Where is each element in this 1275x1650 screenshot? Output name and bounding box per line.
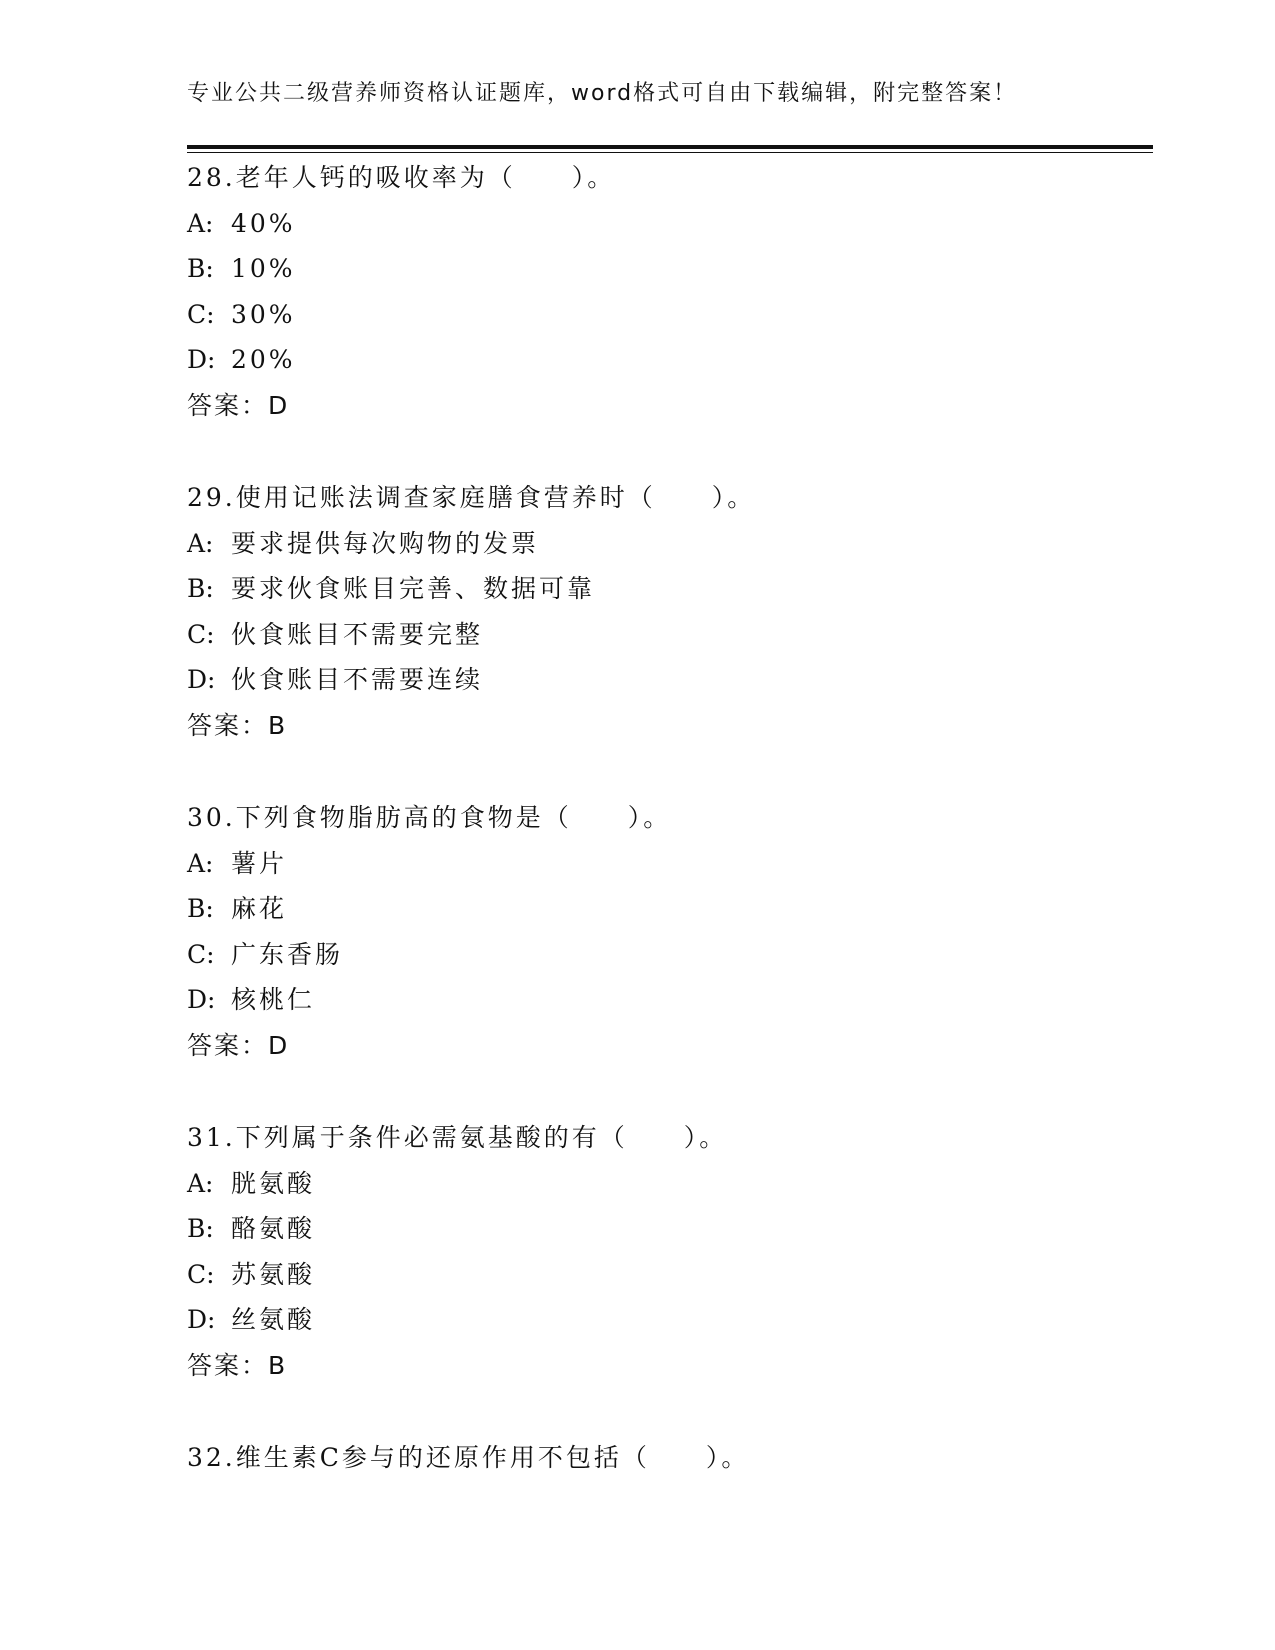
option-text: 麻花 [231,894,288,923]
answer-line: 答案：B [187,1350,288,1380]
option-text: 酪氨酸 [231,1214,316,1243]
option-a [187,1161,1147,1207]
option-text: 广东香肠 [231,939,344,969]
option-label: C: [187,619,215,649]
option-b [187,886,1147,932]
option-text: 伙食账目不需要完整 [231,619,484,649]
option-d [187,1297,1147,1343]
answer-line: 答案：D [187,1030,290,1060]
option-text: 30% [231,299,296,329]
option-text: 丝氨酸 [231,1305,316,1334]
option-label: B: [187,894,214,923]
option-label: C: [187,1259,215,1289]
option-text: 10% [231,254,296,283]
option-label: B: [187,1214,214,1243]
option-a [187,841,1147,887]
answer-line: 答案：D [187,390,290,420]
question-stem: 28.老年人钙的吸收率为（ ）。 [187,163,616,192]
option-text: 要求伙食账目完善、数据可靠 [231,574,596,603]
option-text: 伙食账目不需要连续 [231,665,484,694]
option-label: A: [187,528,214,558]
option-label: A: [187,1168,214,1198]
question-stem: 30.下列食物脂肪高的食物是（ ）。 [187,803,672,832]
question-stem: 32.维生素C参与的还原作用不包括（ ）。 [187,1443,750,1472]
question-stem: 29.使用记账法调查家庭膳食营养时（ ）。 [187,483,756,512]
option-text: 20% [231,345,296,374]
option-label: B: [187,574,214,603]
question-28 [187,155,1147,428]
option-label: D: [187,345,216,374]
question-stem: 31.下列属于条件必需氨基酸的有（ ）。 [187,1123,728,1152]
option-label: D: [187,985,216,1014]
option-text: 胱氨酸 [231,1168,316,1198]
question-29 [187,475,1147,748]
option-a [187,521,1147,567]
question-32 [187,1435,1147,1481]
option-text: 要求提供每次购物的发票 [231,528,540,558]
option-c [187,932,1147,978]
option-label: D: [187,1305,216,1334]
option-c [187,292,1147,338]
option-c [187,612,1147,658]
page-header: 专业公共二级营养师资格认证题库，word格式可自由下载编辑，附完整答案！ [187,81,1018,106]
option-text: 苏氨酸 [231,1259,316,1289]
question-30 [187,795,1147,1068]
option-text: 薯片 [231,848,288,878]
header-rule-thin [187,152,1153,153]
question-31 [187,1115,1147,1388]
option-label: C: [187,939,215,969]
answer-line: 答案：B [187,710,288,740]
option-label: A: [187,208,214,238]
option-text: 核桃仁 [231,985,316,1014]
option-text: 40% [231,208,296,238]
option-label: D: [187,665,216,694]
option-c [187,1252,1147,1298]
option-b [187,1206,1147,1252]
option-d [187,337,1147,383]
option-a [187,201,1147,247]
option-label: C: [187,299,215,329]
option-label: B: [187,254,214,283]
option-d [187,977,1147,1023]
option-label: A: [187,848,214,878]
option-b [187,246,1147,292]
option-b [187,566,1147,612]
header-rule-thick [187,145,1153,149]
option-d [187,657,1147,703]
